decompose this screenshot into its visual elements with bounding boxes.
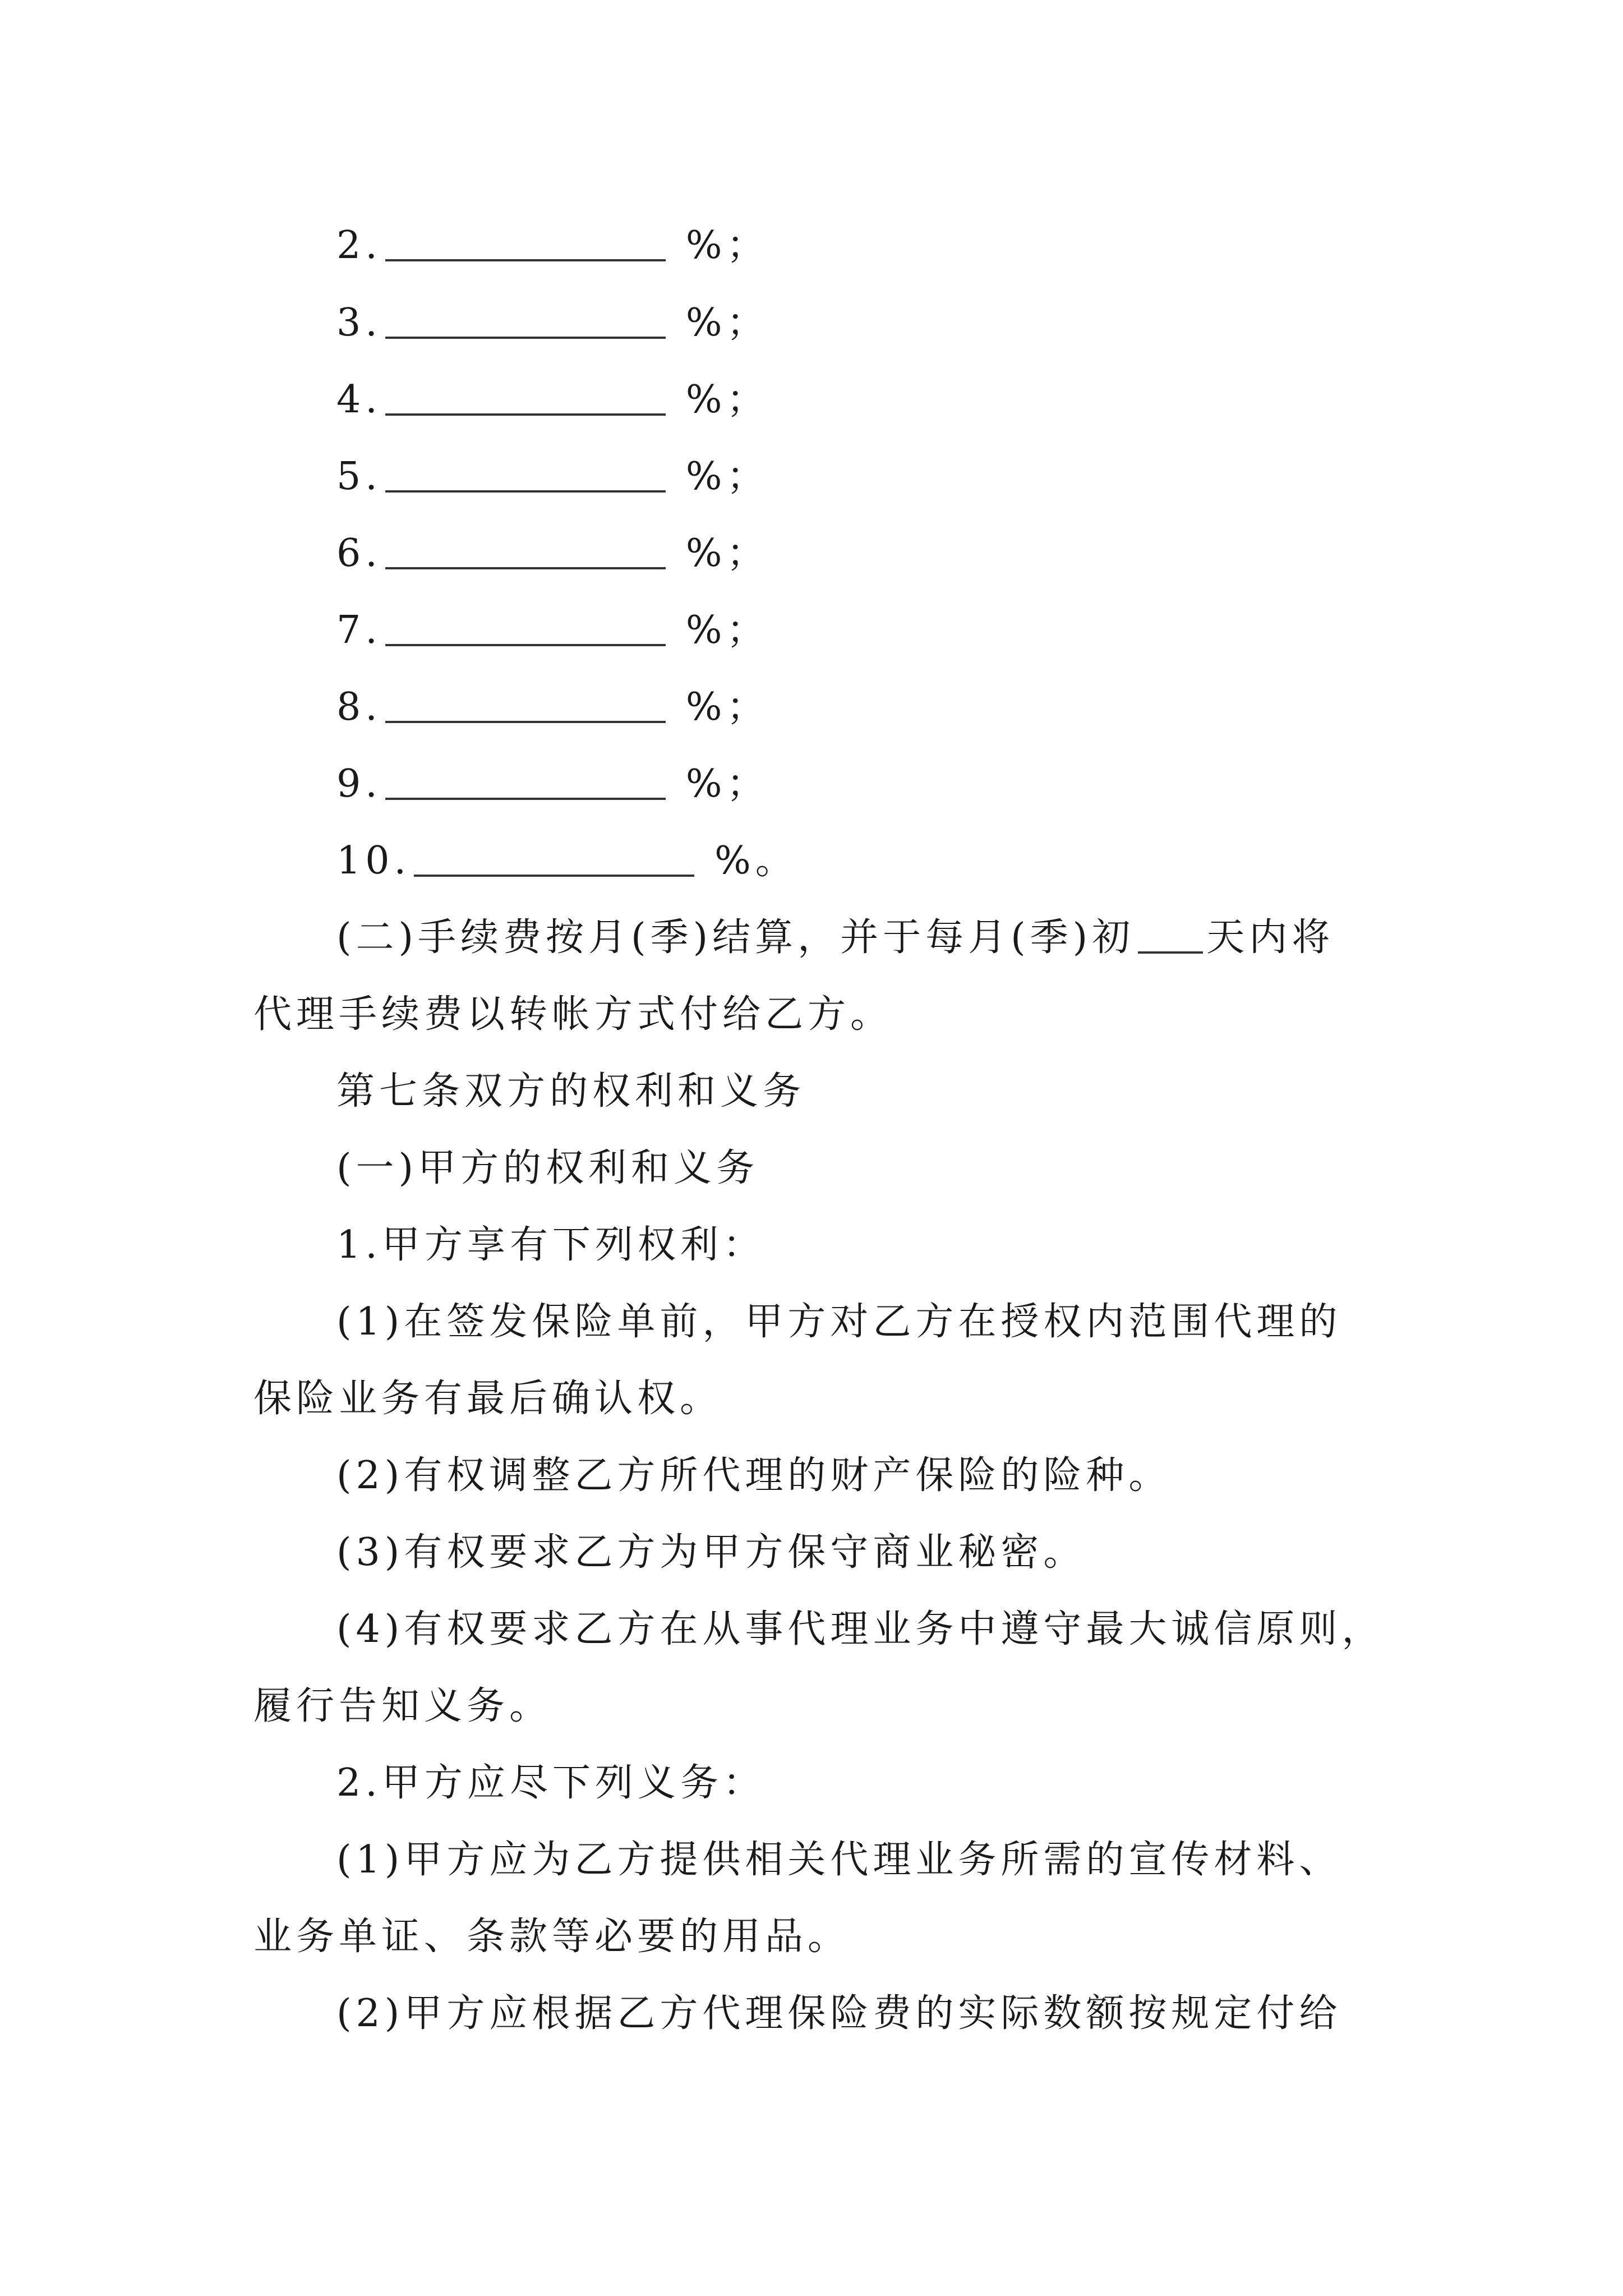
rate-item-3: 3. %；: [336, 301, 769, 345]
rate-item-10: 10. %。: [336, 839, 798, 883]
duties-heading: 2.甲方应尽下列义务：: [336, 1761, 766, 1805]
right-3: (3)有权要求乙方为甲方保守商业秘密。: [336, 1530, 1086, 1575]
duty-1-line1: (1)甲方应为乙方提供相关代理业务所需的宣传材料、: [336, 1838, 1342, 1882]
rate-item-7: 7. %；: [336, 608, 769, 652]
duty-2-line1: (2)甲方应根据乙方代理保险费的实际数额按规定付给: [336, 1991, 1342, 2036]
fill-blank: [385, 490, 666, 493]
rate-item-9: 9. %；: [336, 762, 769, 806]
rate-item-8: 8. %；: [336, 685, 769, 729]
rate-item-5: 5. %；: [336, 454, 769, 499]
rate-item-6: 6. %；: [336, 531, 769, 576]
duty-1-line2: 业务单证、条款等必要的用品。: [253, 1915, 851, 1959]
section-heading: (一)甲方的权利和义务: [336, 1146, 759, 1190]
fill-blank: [385, 798, 666, 800]
right-4-line1: (4)有权要求乙方在从事代理业务中遵守最大诚信原则，: [336, 1607, 1385, 1651]
settlement-paragraph-line2: 代理手续费以转帐方式付给乙方。: [253, 992, 893, 1037]
rate-item-4: 4. %；: [336, 378, 769, 422]
right-1-line2: 保险业务有最后确认权。: [253, 1377, 723, 1421]
fill-blank: [385, 644, 666, 646]
fill-blank: [414, 875, 694, 877]
rate-item-2: 2. %；: [336, 223, 769, 268]
fill-blank: [1138, 951, 1203, 954]
fill-blank: [385, 413, 666, 416]
right-1-line1: (1)在签发保险单前，甲方对乙方在授权内范围代理的: [336, 1300, 1342, 1344]
right-2: (2)有权调整乙方所代理的财产保险的险种。: [336, 1453, 1172, 1498]
fill-blank: [385, 567, 666, 569]
article-title: 第七条双方的权利和义务: [336, 1069, 806, 1114]
fill-blank: [385, 259, 666, 261]
fill-blank: [385, 721, 666, 723]
right-4-line2: 履行告知义务。: [253, 1684, 552, 1728]
fill-blank: [385, 337, 666, 339]
settlement-paragraph-line1: (二)手续费按月(季)结算，并于每月(季)初 天内将: [336, 915, 1335, 960]
rights-heading: 1.甲方享有下列权利：: [336, 1223, 766, 1267]
